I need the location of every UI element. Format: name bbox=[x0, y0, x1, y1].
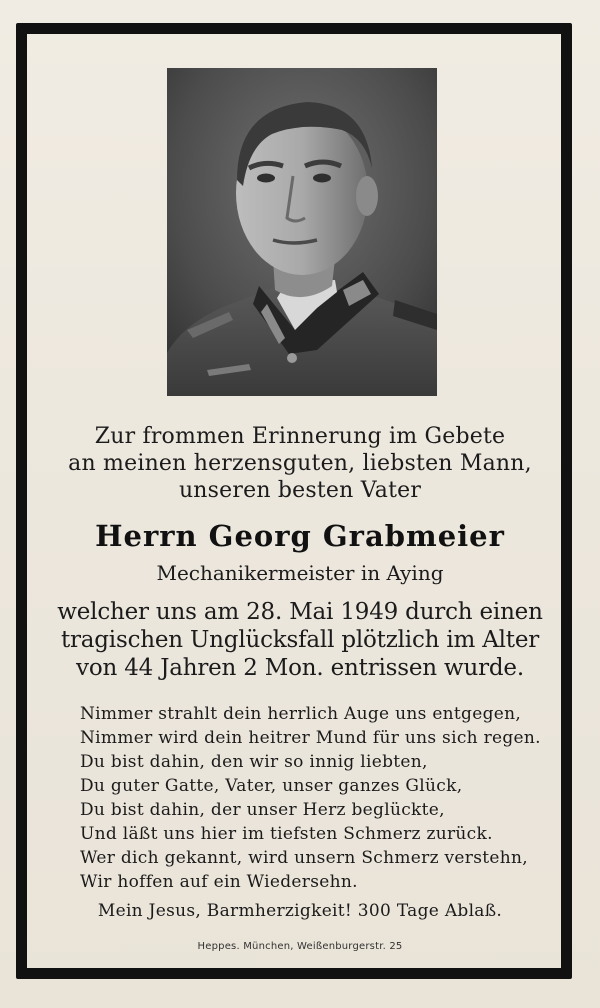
poem-line-2: Nimmer wird dein heitrer Mund für uns sich regen. bbox=[80, 728, 541, 748]
deceased-occupation: Mechanikermeister in Aying bbox=[156, 561, 444, 585]
dedication-line-2: an meinen herzensguten, liebsten Mann, bbox=[68, 451, 532, 476]
dedication-line-1: Zur frommen Erinnerung im Gebete bbox=[94, 424, 506, 449]
deceased-name: Herrn Georg Grabmeier bbox=[95, 519, 505, 553]
prayer-indulgence: Mein Jesus, Barmherzigkeit! 300 Tage Ablaß. bbox=[97, 901, 503, 921]
death-notice-line-1: welcher uns am 28. Mai 1949 durch einen bbox=[57, 599, 543, 625]
poem-line-5: Du bist dahin, der unser Herz beglückte, bbox=[80, 800, 445, 820]
portrait-illustration bbox=[167, 68, 437, 396]
poem-line-7: Wer dich gekannt, wird unsern Schmerz verstehn, bbox=[80, 848, 528, 868]
poem-line-3: Du bist dahin, den wir so innig liebten, bbox=[80, 752, 428, 772]
printer-imprint: Heppes. München, Weißenburgerstr. 25 bbox=[197, 941, 403, 952]
death-notice-line-3: von 44 Jahren 2 Mon. entrissen wurde. bbox=[76, 655, 524, 681]
portrait-photo bbox=[167, 68, 437, 396]
poem-line-4: Du guter Gatte, Vater, unser ganzes Glück, bbox=[80, 776, 463, 796]
poem-line-8: Wir hoffen auf ein Wiedersehn. bbox=[80, 872, 358, 892]
death-notice-line-2: tragischen Unglücksfall plötzlich im Alter bbox=[60, 627, 540, 653]
dedication-line-3: unseren besten Vater bbox=[178, 478, 422, 503]
poem-line-6: Und läßt uns hier im tiefsten Schmerz zurück. bbox=[80, 824, 493, 844]
poem-line-1: Nimmer strahlt dein herrlich Auge uns entgegen, bbox=[80, 704, 522, 724]
